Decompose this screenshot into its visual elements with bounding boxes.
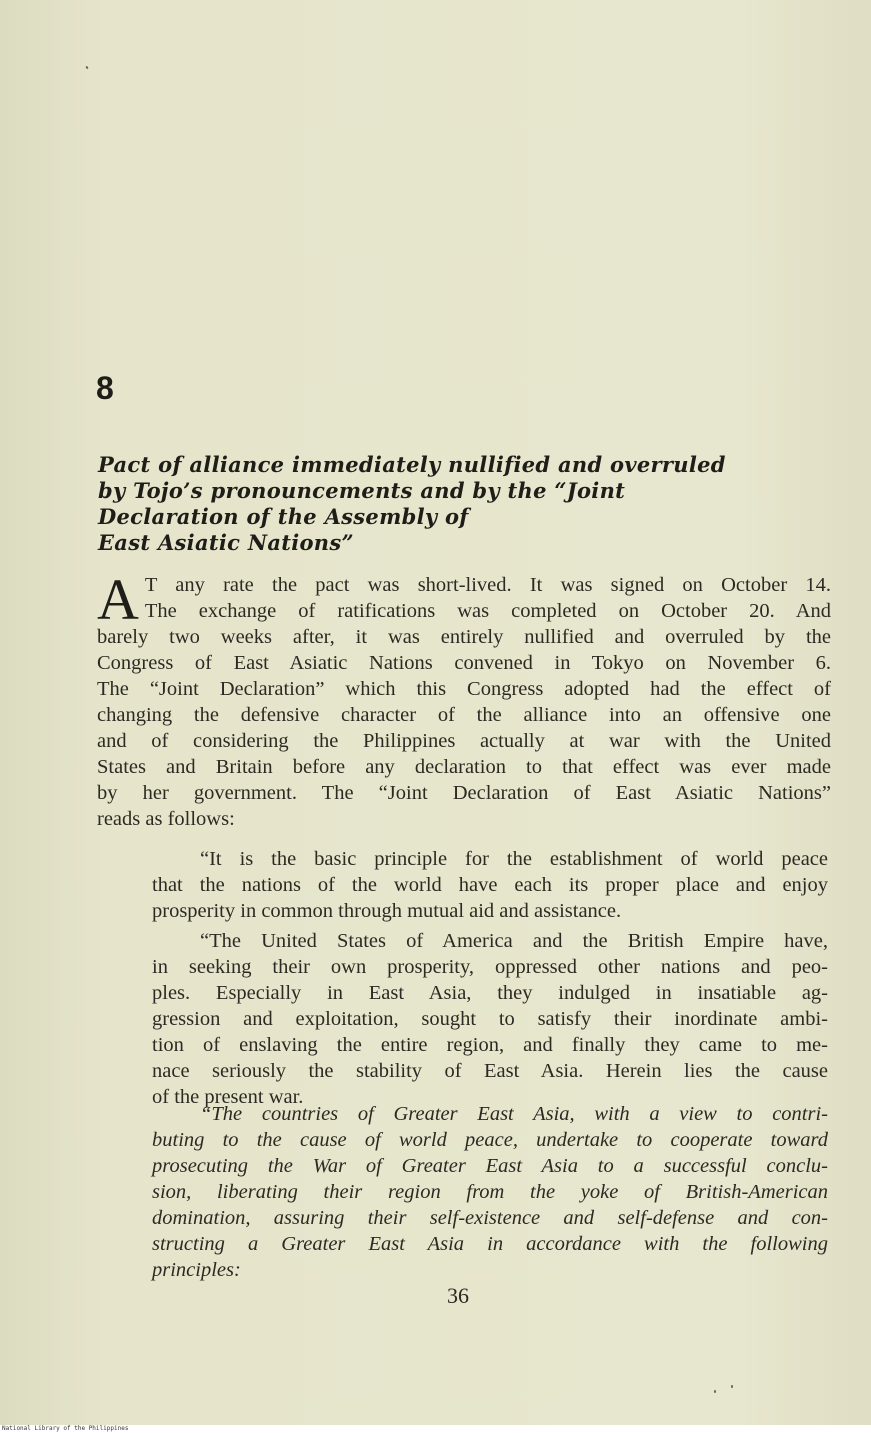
text-line: domination, assuring their self-existence and self-defense and con- (152, 1207, 828, 1229)
text-line: tion of enslaving the entire region, and finally they came to me- (152, 1034, 828, 1056)
text-line: barely two weeks after, it was entirely nullified and overruled by the (97, 626, 831, 648)
chapter-heading (98, 452, 818, 556)
text-line: in seeking their own prosperity, oppressed other nations and peo- (152, 956, 828, 978)
text-line: reads as follows: (97, 808, 235, 830)
quote-paragraph-1 (152, 846, 828, 924)
text-line: The “Joint Declaration” which this Congress adopted had the effect of (97, 678, 831, 700)
text-line: States and Britain before any declaration to that effect was ever made (97, 756, 831, 778)
text-line: “The countries of Greater East Asia, with a view to contri- (200, 1103, 828, 1125)
text-line: “The United States of America and the British Empire have, (200, 930, 828, 952)
body-paragraph (97, 567, 831, 832)
heading-line: Declaration of the Assembly of (98, 504, 469, 529)
text-line: prosperity in common through mutual aid and assistance. (152, 900, 622, 922)
text-line: that the nations of the world have each its proper place and enjoy (152, 874, 828, 896)
text-line: structing a Greater East Asia in accordance with the following (152, 1233, 828, 1255)
text-line: “It is the basic principle for the establishment of world peace (200, 848, 828, 870)
text-line: gression and exploitation, sought to satisfy their inordinate ambi- (152, 1008, 828, 1030)
text-line: by her government. The “Joint Declaration of East Asiatic Nations” (97, 782, 831, 804)
text-line: sion, liberating their region from the yoke of British-American (152, 1181, 828, 1203)
heading-line: Pact of alliance immediately nullified and overruled (98, 452, 726, 477)
quote-paragraph-3 (152, 1101, 828, 1283)
speck-mark (731, 1385, 733, 1388)
text-line: buting to the cause of world peace, undertake to cooperate toward (152, 1129, 828, 1151)
chapter-number: 8 (96, 370, 114, 406)
speck-mark (714, 1390, 716, 1393)
text-line: principles: (152, 1259, 241, 1281)
drop-cap: A (97, 567, 139, 632)
heading-line: by Tojo’s pronouncements and by the “Joint (98, 478, 626, 503)
text-line: T any rate the pact was short-lived. It was signed on October 14. (144, 574, 831, 596)
quote-paragraph-2 (152, 928, 828, 1110)
text-line: of the present war. (152, 1086, 304, 1108)
heading-line: East Asiatic Nations” (98, 530, 354, 555)
text-line: Congress of East Asiatic Nations convened in Tokyo on November 6. (97, 652, 831, 674)
text-line: nace seriously the stability of East Asia. Herein lies the cause (152, 1060, 828, 1082)
text-line: and of considering the Philippines actually at war with the United (97, 730, 831, 752)
text-line: prosecuting the War of Greater East Asia to a successful conclu- (152, 1155, 828, 1177)
page-number: 36 (447, 1283, 469, 1308)
text-line: changing the defensive character of the alliance into an offensive one (97, 704, 831, 726)
speck-mark (85, 66, 88, 70)
footer-credit: National Library of the Philippines (0, 1425, 871, 1433)
text-line: ples. Especially in East Asia, they indulged in insatiable ag- (152, 982, 828, 1004)
text-line: The exchange of ratifications was completed on October 20. And (144, 600, 831, 622)
